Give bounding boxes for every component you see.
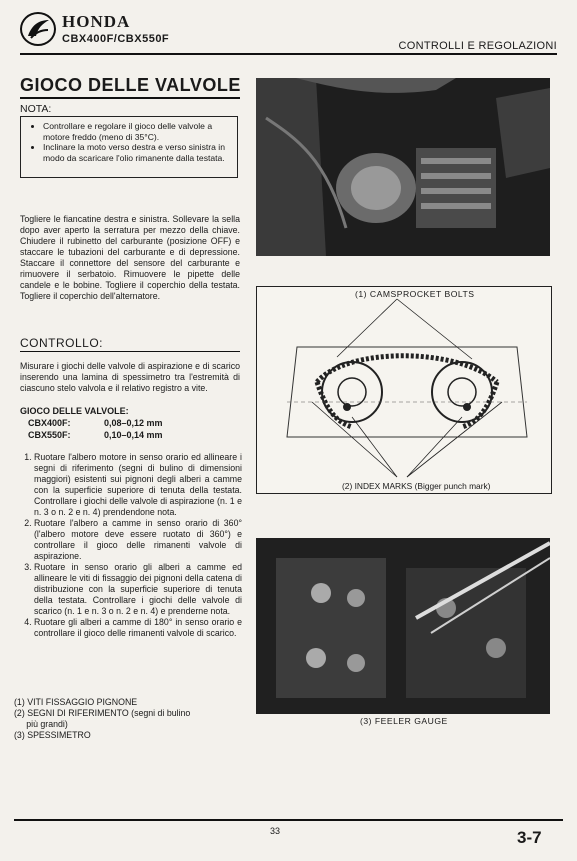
legend-item: (3) SPESSIMETRO bbox=[14, 730, 91, 740]
nota-item: • Controllare e regolare il gioco delle valvole a motore freddo (meno di 35°C). bbox=[43, 121, 231, 142]
brand-name: HONDA bbox=[62, 12, 131, 31]
controllo-heading: CONTROLLO: bbox=[20, 336, 104, 350]
page-title: GIOCO DELLE VALVOLE bbox=[20, 75, 241, 95]
title-rule bbox=[20, 97, 240, 99]
diagram-label-index: (2) INDEX MARKS (Bigger punch mark) bbox=[342, 481, 491, 491]
step-item: 4. Ruotare gli alberi a camme di 180° in senso orario e controllare il gioco delle rimanenti valvole di scarico. bbox=[34, 617, 242, 639]
spec-title: GIOCO DELLE VALVOLE: bbox=[20, 406, 129, 416]
intro-paragraph: Togliere le fiancatine destra e sinistra. Sollevare la sella dopo aver aperto la serratura per mezzo della chiave. Chiudere il rubinetto del carburante (posizione OFF) e staccare le tubazioni del carburante e di depressione. Staccare il connettore del sensore del carburante e rimuovere il serbatoio. Rimuovere le pipette delle candele e le bobine. Togliere il coperchio della testata. Togliere il coperchio dell'alternatore. bbox=[20, 214, 240, 301]
controllo-rule bbox=[20, 351, 240, 352]
legend-item: (1) VITI FISSAGGIO PIGNONE bbox=[14, 697, 138, 707]
controllo-paragraph: Misurare i giochi delle valvole di aspirazione e di scarico inserendo una lamina di spessimetro tra l'estremità di ciascuno stelo valvola e il relativo registro a vite. bbox=[20, 361, 240, 393]
step-item: 2. Ruotare l'albero a camme in senso orario di 360° (l'albero motore deve essere ruotato di 360°) e controllare il gioco delle rimanenti valvole di aspirazione. bbox=[34, 518, 242, 562]
legend bbox=[14, 697, 190, 741]
footer-rule bbox=[14, 819, 563, 821]
legend-item: più grandi) bbox=[14, 719, 68, 729]
step-item: 1. Ruotare l'albero motore in senso orario ed allineare i segni di riferimento (segni di bulino di dimensioni maggiori) esistenti sui pignoni degli alberi a camme con la superficie superiore di tenuta della testata. Controllare i giochi delle valvole di aspirazione (n. 1 e n. 3 o n. 2 e n. 4) prendendone nota. bbox=[34, 452, 242, 518]
page-id: 3-7 bbox=[517, 828, 542, 847]
step-item: 3. Ruotare in senso orario gli alberi a camme ed allineare le viti di fissaggio dei pignoni della catena di distribuzione con la superficie superiore di tenuta della testata. Controllare i giochi delle valvole di scarico (n. 1 e n. 3 o n. 2 e n. 4) e prenderne nota. bbox=[34, 562, 242, 617]
model-name: CBX400F/CBX550F bbox=[62, 33, 170, 45]
header-rule bbox=[20, 53, 557, 55]
legend-item: (2) SEGNI DI RIFERIMENTO (segni di bulino bbox=[14, 708, 191, 718]
spec-value: 0,08–0,12 mm bbox=[104, 418, 163, 428]
feeler-gauge-photo bbox=[256, 538, 550, 714]
honda-wing-logo bbox=[20, 12, 56, 46]
nota-label: NOTA: bbox=[20, 103, 52, 115]
diagram-label-bolts: (1) CAMSPROCKET BOLTS bbox=[355, 289, 475, 299]
spec-value: 0,10–0,14 mm bbox=[104, 430, 163, 440]
nota-box bbox=[20, 116, 238, 178]
photo-label-feeler: (3) FEELER GAUGE bbox=[360, 716, 448, 726]
section-title: CONTROLLI E REGOLAZIONI bbox=[398, 40, 557, 52]
spec-model: CBX400F: bbox=[28, 418, 71, 428]
nota-item: • Inclinare la moto verso destra e verso sinistra in modo da scaricare l'olio rimanente dalla testata. bbox=[43, 142, 231, 163]
page-number: 33 bbox=[270, 826, 281, 836]
steps-list bbox=[20, 452, 242, 639]
camsprocket-diagram bbox=[256, 286, 552, 494]
engine-photo bbox=[256, 78, 550, 256]
spec-model: CBX550F: bbox=[28, 430, 71, 440]
